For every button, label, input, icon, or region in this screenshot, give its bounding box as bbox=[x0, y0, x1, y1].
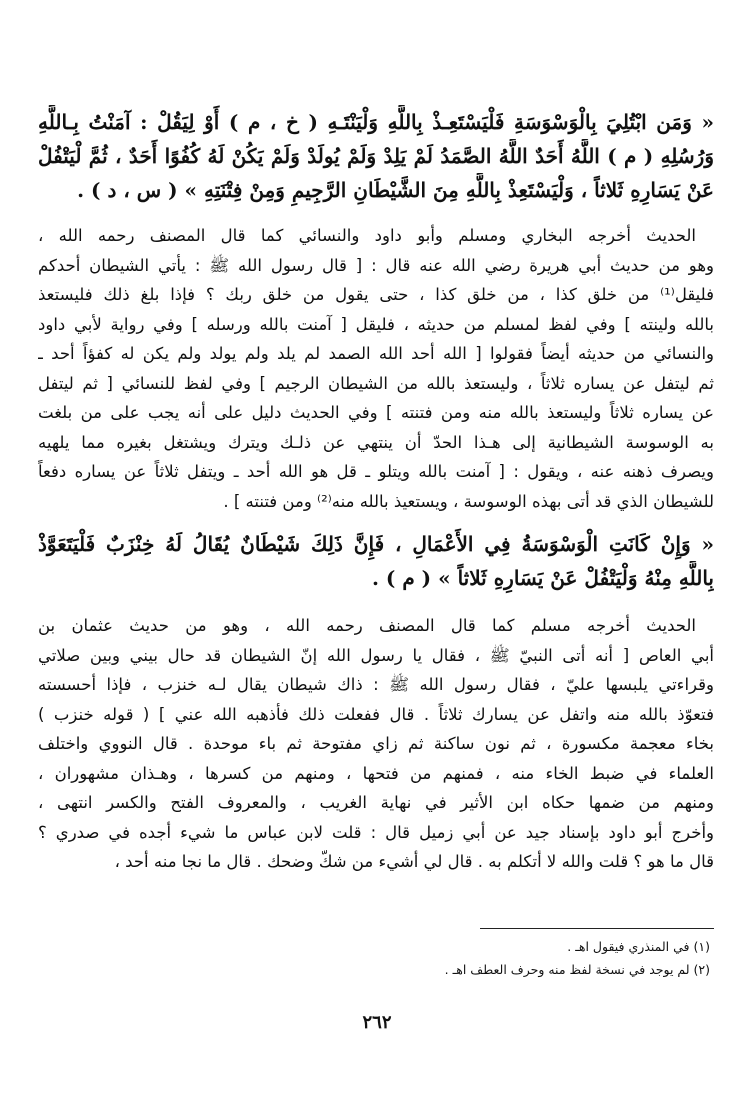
commentary-line: بخاء معجمة مكسورة ، ثم نون ساكنة ثم زاي مفتوحة ثم باء موحدة . قال النووي واختلف bbox=[38, 734, 714, 753]
commentary-line: عن يساره ثلاثاً وليستعذ بالله منه ومن فتنته ] وفي الحديث دليل على أنه يجب على من بلغت bbox=[38, 403, 714, 422]
hadith-text-block bbox=[38, 527, 714, 595]
hadith-line: وَرُسُلِهِ ( م ) اللَّهُ أَحَدٌ اللَّهُ الصَّمَدُ لَمْ يَلِدْ وَلَمْ يُولَدْ وَلَمْ يَكُنْ لَهُ كُفُوًا أَحَدٌ ، ثُمَّ لْيَتْفُلْ bbox=[38, 144, 714, 168]
commentary-line: والنسائي من حديثه أيضاً فقولوا [ الله أحد الله الصمد لم يلد ولم يولد ولم يكن له كفؤاً أحد ـ bbox=[38, 344, 714, 363]
commentary-line: به الوسوسة الشيطانية إلى هـذا الحدّ أن ينتهي عن ذلـك ويترك ويشتغل بغيره مما يلهيه bbox=[38, 432, 714, 452]
commentary-line: وأخرج أبو داود بإسناد جيد عن أبي زميل قال : قلت لابن عباس ما شيء أجده في صدري ؟ bbox=[38, 822, 714, 842]
footnote: (١) في المنذري فيقول اهـ . bbox=[567, 939, 710, 954]
commentary-line: أبي العاص [ أنه أتى النبيّ ﷺ ، فقال يا رسول الله إنّ الشيطان قد حال بيني وبين صلاتي bbox=[38, 645, 714, 665]
hadith-line: بِاللَّهِ مِنْهُ وَلْيَتْفُلْ عَنْ يَسَارِهِ ثَلاثاً » ( م ) . bbox=[371, 566, 714, 590]
commentary-line: الحديث أخرجه مسلم كما قال المصنف رحمه الله ، وهو من حديث عثمان بن bbox=[38, 616, 696, 635]
page-number: ٢٦٢ bbox=[362, 1012, 392, 1033]
hadith-line: « وَمَن ابْتُلِيَ بِالْوَسْوَسَةِ فَلْيَسْتَعِـذْ بِاللَّهِ وَلْيَنْتَـهِ ( خ ، م ) أَوْ لِيَقُلْ : آمَنْتُ بِـاللَّهِ bbox=[38, 110, 714, 134]
commentary-line: ومنهم من ضمها حكاه ابن الأثير في نهاية الغريب ، والمعروف الفتح والكسر انتهى ، bbox=[38, 793, 714, 812]
footnote: (٢) لم يوجد في نسخة لفظ منه وحرف العطف اهـ . bbox=[444, 962, 710, 977]
hadith-text-block bbox=[38, 105, 714, 207]
commentary-line: وقراءتي يلبسها عليّ ، فقال رسول الله ﷺ : ذاك شيطان يقال لـه خنزب ، فإذا أحسسته bbox=[38, 675, 714, 694]
commentary-line: فليقل⁽¹⁾ من خلق كذا ، من خلق كذا ، حتى يقول من خلق ربك ؟ فإذا بلغ ذلك فليستعذ bbox=[38, 285, 714, 304]
commentary-line: العلماء في ضبط الخاء منه ، فمنهم من فتحها ، ومنهم من كسرها ، وهـذان مشهوران ، bbox=[38, 763, 714, 783]
commentary-line: قال ما هو ؟ قلت والله لا أتكلم به . قال لي أشيء من شكّ وضحك . قال ما نجا منه أحد ، bbox=[114, 852, 714, 871]
commentary-line: فتعوّذ بالله منه واتفل عن يسارك ثلاثاً . قال ففعلت ذلك فأذهبه الله عني ] ( قوله خنزب ) bbox=[38, 704, 714, 724]
footnote-separator bbox=[480, 928, 714, 929]
commentary-line: للشيطان الذي قد أتى بهذه الوسوسة ، ويستعيذ بالله منه⁽²⁾ ومن فتنته ] . bbox=[223, 491, 714, 511]
footnotes bbox=[38, 935, 710, 981]
commentary-line: وهو من حديث أبي هريرة رضي الله عنه قال : [ قال رسول الله ﷺ : يأتي الشيطان أحدكم bbox=[38, 255, 714, 275]
commentary-line: ويصرف ذهنه عنه ، ويقول : [ آمنت بالله ويتلو ـ قل هو الله أحد ـ ويتفل ثلاثاً عن يساره دفعاً bbox=[38, 462, 714, 481]
commentary-line: ثم ليتفل عن يساره ثلاثاً ، وليستعذ بالله من الشيطان الرجيم ] وفي لفظ للنسائي [ ثم ليتفل bbox=[38, 373, 714, 393]
commentary-line: الحديث أخرجه البخاري ومسلم وأبو داود والنسائي كما قال المصنف رحمه الله ، bbox=[38, 226, 696, 245]
commentary-paragraph bbox=[38, 611, 714, 877]
commentary-line: بالله ولينته ] وفي لفظ لمسلم من حديثه ، فليقل [ آمنت بالله ورسله ] وفي رواية لأبي داود bbox=[38, 314, 714, 334]
commentary-paragraph bbox=[38, 221, 714, 516]
hadith-line: عَنْ يَسَارِهِ ثَلاثاً ، وَلْيَسْتَعِذْ بِاللَّهِ مِنَ الشَّيْطَانِ الرَّجِيمِ وَمِنْ فِتْنَتِهِ » ( س ، د ) . bbox=[77, 178, 714, 202]
hadith-line: « وَإِنْ كَانَتِ الْوَسْوَسَةُ فِي الأَعْمَالِ ، فَإِنَّ ذَلِكَ شَيْطَانٌ يُقَالُ لَهُ خِنْزَبٌ فَلْيَتَعَوَّذْ bbox=[38, 532, 714, 556]
